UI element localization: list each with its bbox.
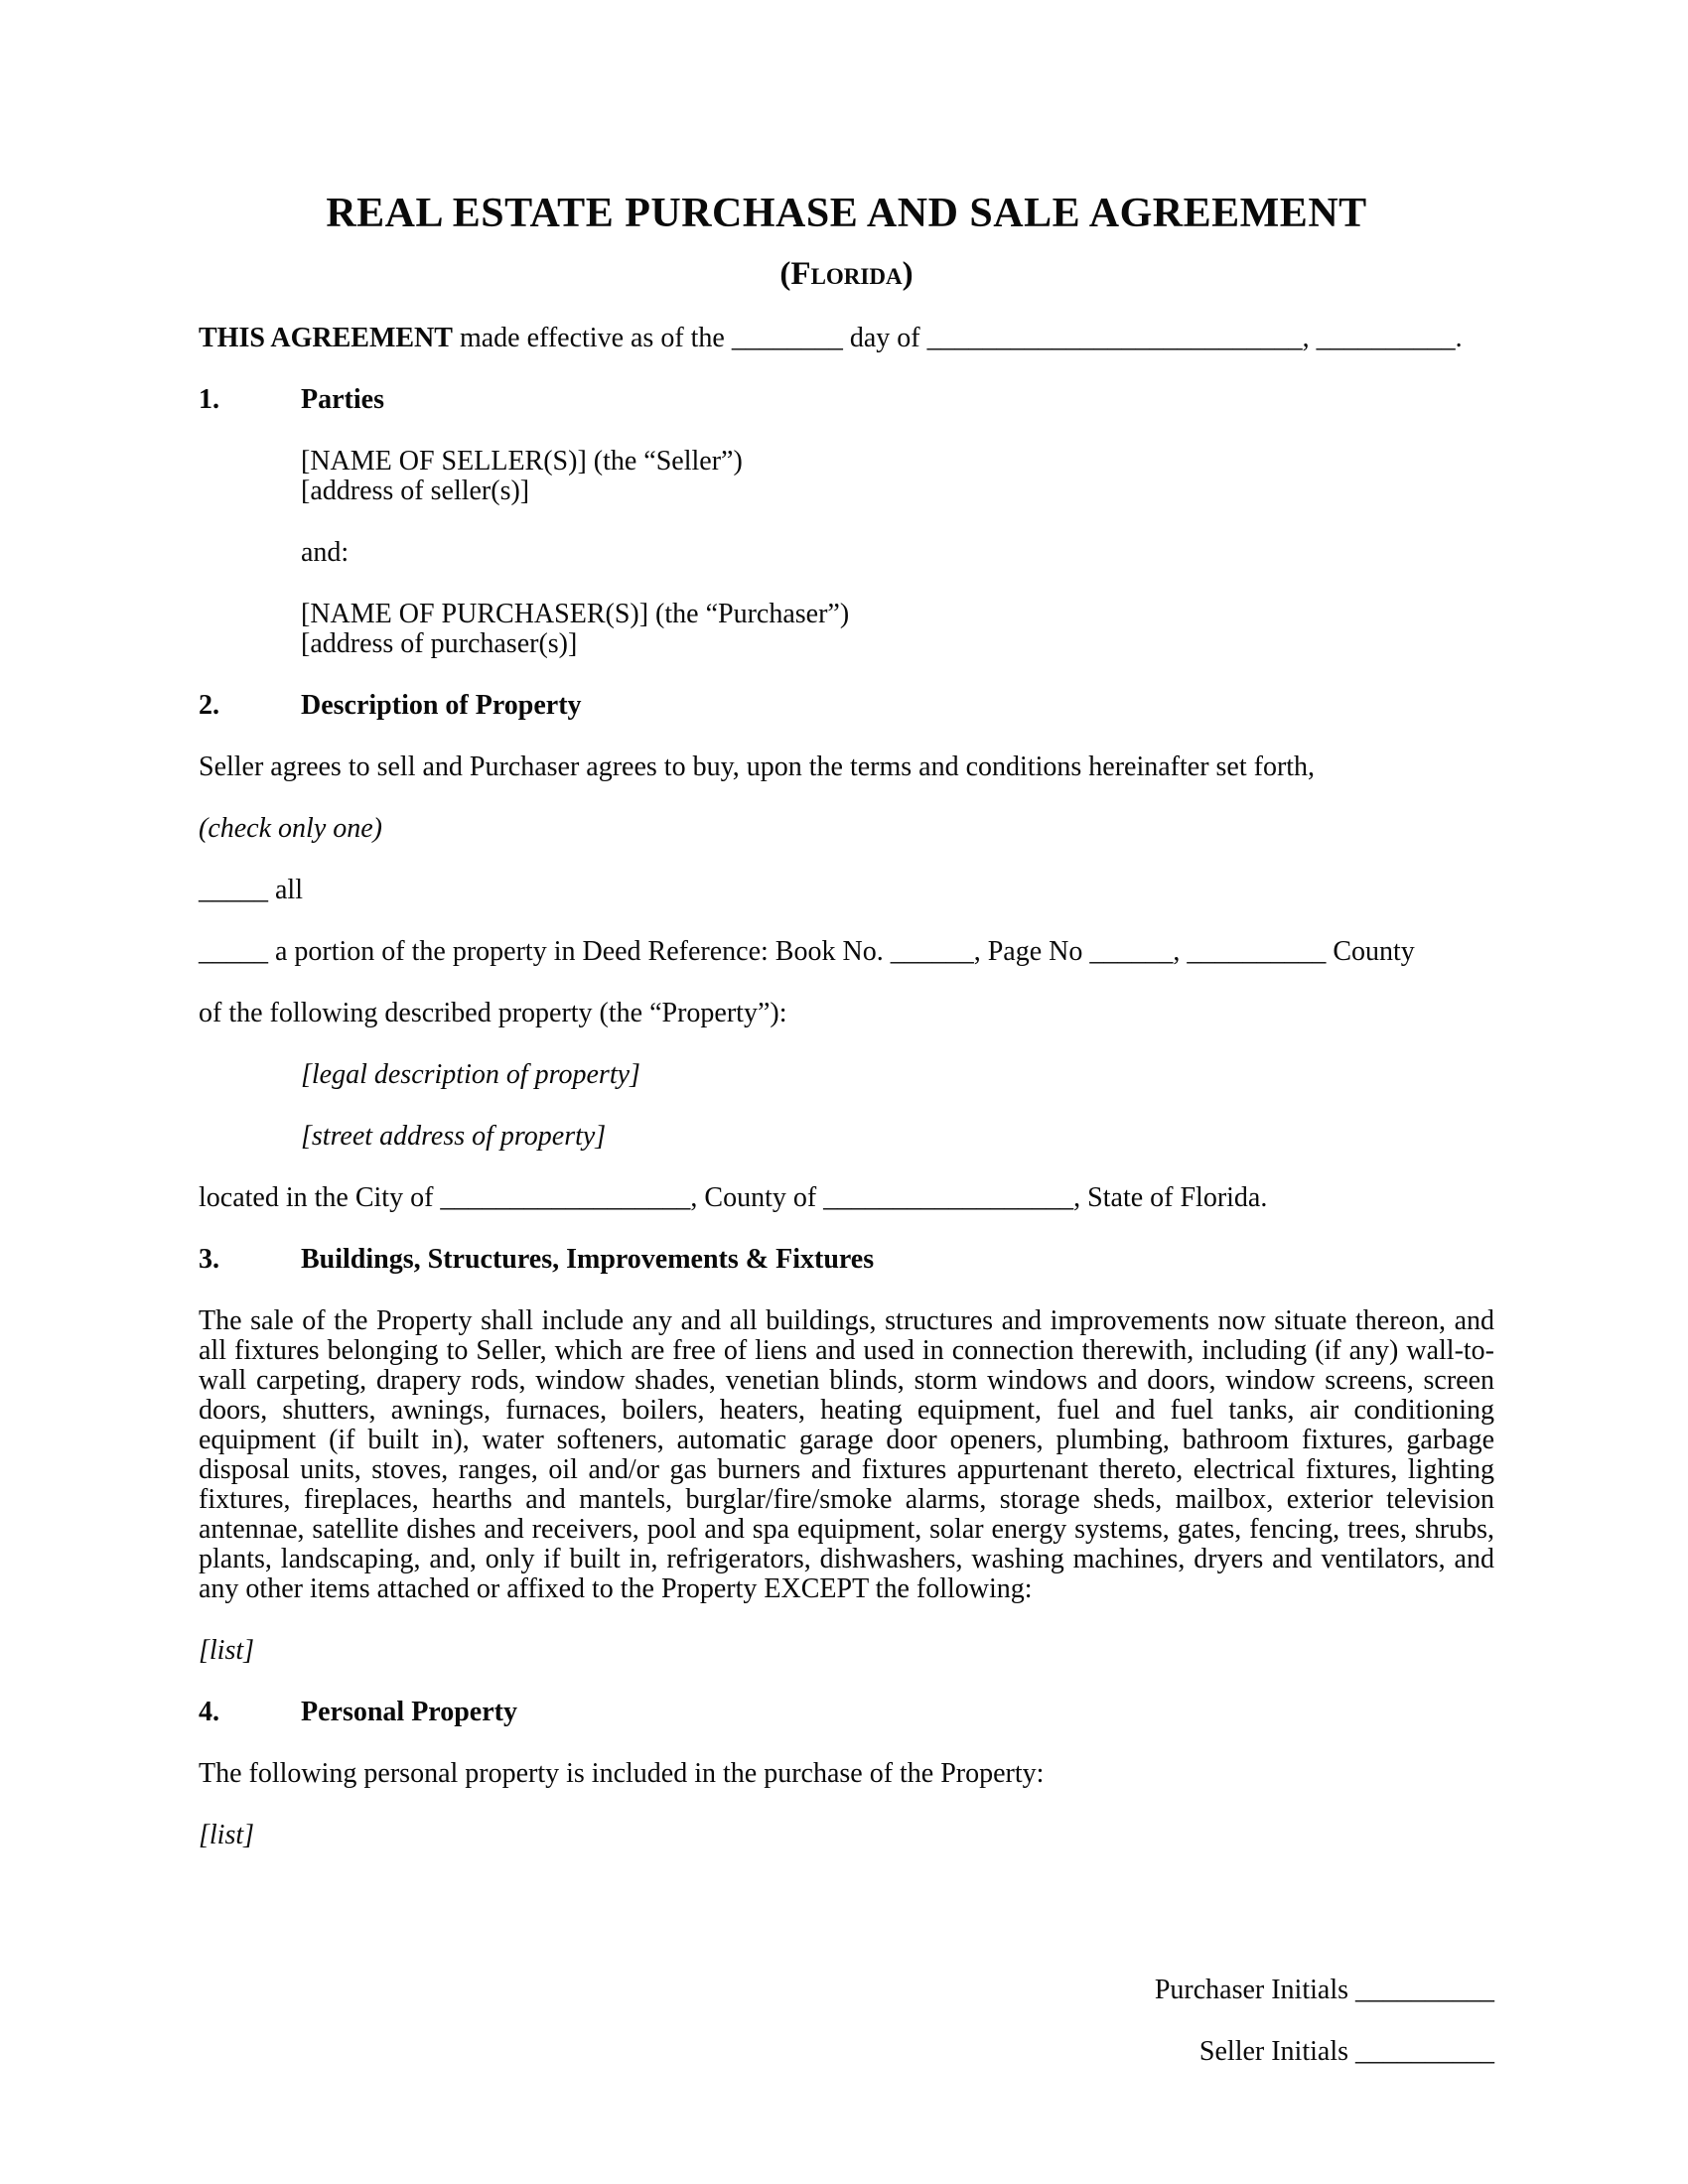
section-3-title: Buildings, Structures, Improvements & Fixtures: [301, 1244, 875, 1275]
option-all-line: _____ all: [199, 875, 303, 905]
personal-property-list-placeholder: [list]: [199, 1820, 255, 1850]
intro-effective-date-line: made effective as of the ________ day of ___________________________, __________.: [452, 323, 1463, 353]
section-1-number: 1.: [199, 384, 219, 415]
located-in-line: located in the City of __________________, County of __________________, State of Florida.: [199, 1182, 1268, 1213]
option-portion-line: _____ a portion of the property in Deed Reference: Book No. ______, Page No ______, __________ County: [199, 936, 1415, 967]
and-separator: and:: [301, 537, 350, 568]
document-title: REAL ESTATE PURCHASE AND SALE AGREEMENT: [326, 191, 1367, 236]
section-4-title: Personal Property: [301, 1697, 517, 1727]
section-4-number: 4.: [199, 1697, 219, 1727]
section-2-heading: [199, 691, 1494, 721]
agreement-to-sell-paragraph: Seller agrees to sell and Purchaser agrees to buy, upon the terms and conditions hereinafter set forth,: [199, 751, 1316, 782]
section-2-title: Description of Property: [301, 690, 582, 721]
document-subtitle: (Florida): [779, 256, 914, 292]
personal-property-paragraph: The following personal property is included in the purchase of the Property:: [199, 1758, 1045, 1789]
initials-footer: [199, 1976, 1494, 2067]
intro-paragraph: [199, 324, 1494, 353]
fixtures-except-list-placeholder: [list]: [199, 1635, 255, 1666]
purchaser-name-line: [NAME OF PURCHASER(S)] (the “Purchaser”): [301, 599, 850, 629]
fixtures-paragraph: The sale of the Property shall include any and all buildings, structures and improvements now situate thereon, and all fixtures belonging to Seller, which are free of liens and used in connection therewith, including (if any) wall-to-wall carpeting, drapery rods, window shades, venetian blinds, storm windows and doors, window screens, screen doors, shutters, awnings, furnaces, boilers, heaters, heating equipment, fuel and fuel tanks, air conditioning equipment (if built in), water softeners, automatic garage door openers, plumbing, bathroom fixtures, garbage disposal units, stoves, ranges, oil and/or gas burners and fixtures appurtenant thereto, electrical fixtures, lighting fixtures, fireplaces, hearths and mantels, burglar/fire/smoke alarms, storage sheds, mailbox, exterior television antennae, satellite dishes and receivers, pool and spa equipment, solar energy systems, gates, fencing, trees, shrubs, plants, landscaping, and, only if built in, refrigerators, dishwashers, washing machines, dryers and ventilators, and any other items attached or affixed to the Property EXCEPT the following:: [199, 1305, 1494, 1604]
section-4-heading: [199, 1698, 1494, 1727]
legal-description-placeholder: [legal description of property]: [301, 1059, 640, 1090]
seller-name-line: [NAME OF SELLER(S)] (the “Seller”): [301, 446, 743, 477]
portion-continuation-line: of the following described property (the “Property”):: [199, 998, 787, 1028]
section-3-number: 3.: [199, 1244, 219, 1275]
street-address-placeholder: [street address of property]: [301, 1121, 607, 1152]
purchaser-block: [301, 600, 1494, 659]
purchaser-initials-line: Purchaser Initials __________: [1154, 1975, 1494, 2005]
agreement-keyword: THIS AGREEMENT: [199, 323, 453, 353]
seller-block: [301, 447, 1494, 506]
seller-address-line: [address of seller(s)]: [301, 476, 530, 506]
section-3-heading: [199, 1245, 1494, 1275]
section-1-title: Parties: [301, 384, 384, 415]
seller-initials-line: Seller Initials __________: [1198, 2036, 1494, 2067]
section-2-number: 2.: [199, 690, 219, 721]
purchaser-address-line: [address of purchaser(s)]: [301, 628, 578, 659]
check-only-one-note: (check only one): [199, 813, 382, 844]
section-1-heading: [199, 385, 1494, 415]
